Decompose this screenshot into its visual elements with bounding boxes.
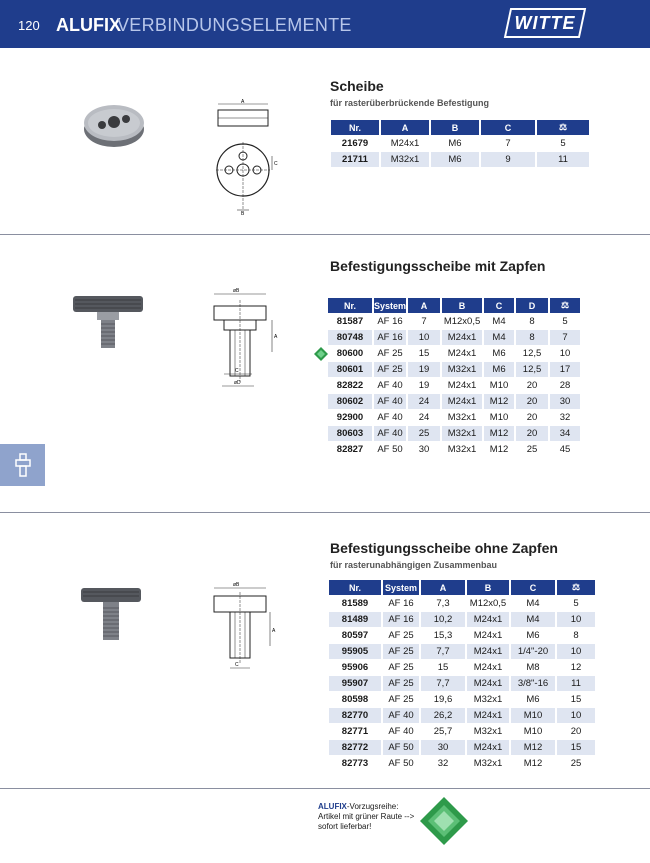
col-nr: Nr. (328, 298, 372, 313)
section-subtitle-scheibe: für rasterüberbrückende Befestigung (330, 98, 490, 108)
table-ohne-zapfen (327, 579, 597, 772)
side-tab (0, 444, 45, 486)
svg-text:C: C (235, 662, 239, 668)
connector-icon (14, 452, 32, 478)
disc-without-pin-photo (78, 584, 144, 644)
table-row: 82770 AF 40 26,2 M24x1 M10 10 (329, 708, 595, 723)
table-row: 95906 AF 25 15 M24x1 M8 12 (341, 662, 582, 673)
col-a: A (381, 120, 429, 135)
svg-text:C: C (235, 368, 239, 374)
table-row: 80597 AF 25 15,3 M24x1 M6 8 (341, 630, 579, 641)
table-row: 95905 AF 25 7,7 M24x1 1/4"-20 10 (329, 644, 595, 659)
catalog-brand: ALUFIX (56, 15, 121, 35)
table-row: 21679 M24x1 M6 7 5 (341, 138, 566, 149)
green-diamond-icon (420, 797, 468, 845)
col-a: A (408, 298, 440, 313)
col-d: D (516, 298, 548, 313)
weight-icon: ⚖ (557, 580, 595, 595)
col-c: C (511, 580, 555, 595)
divider (0, 512, 650, 513)
table-row: 81589 AF 16 7,3 M12x0,5 M4 5 (341, 598, 579, 609)
section-title-mit-zapfen: Befestigungsscheibe mit Zapfen (330, 258, 546, 274)
table-row: 82822 AF 40 19 M24x1 M10 20 28 (336, 380, 571, 391)
table-row: 81587 AF 16 7 M12x0,5 M4 8 5 (336, 316, 568, 327)
table-row: 21711 M32x1 M6 9 11 (331, 152, 589, 167)
divider (0, 788, 650, 789)
table-row: 82773 AF 50 32 M32x1 M12 25 (341, 758, 582, 769)
col-c: C (484, 298, 514, 313)
divider (0, 234, 650, 235)
svg-text:øB: øB (233, 288, 240, 294)
table-row: 80600 AF 25 15 M24x1 M6 12,5 10 (336, 348, 571, 359)
washer-drawing (208, 98, 288, 216)
table-row: 95907 AF 25 7,7 M24x1 3/8"-16 11 (329, 676, 595, 691)
table-row: 80601 AF 25 19 M32x1 M6 12,5 17 (328, 362, 580, 377)
section-title-scheibe: Scheibe (330, 78, 384, 94)
col-b: B (431, 120, 479, 135)
col-system: System (383, 580, 419, 595)
col-a: A (421, 580, 465, 595)
svg-text:øD: øD (234, 380, 241, 386)
col-nr: Nr. (331, 120, 379, 135)
weight-icon: ⚖ (537, 120, 589, 135)
weight-icon: ⚖ (550, 298, 580, 313)
col-c: C (481, 120, 535, 135)
col-b: B (467, 580, 509, 595)
col-system: System (374, 298, 406, 313)
disc-with-pin-drawing (208, 286, 286, 392)
table-row: 82827 AF 50 30 M32x1 M12 25 45 (336, 444, 571, 455)
svg-text:A: A (272, 628, 276, 634)
svg-text:C: C (274, 161, 278, 167)
catalog-section-title: VERBINDUNGSELEMENTE (117, 15, 352, 35)
svg-text:A: A (274, 334, 278, 340)
table-row: 80748 AF 16 10 M24x1 M4 8 7 (328, 330, 580, 345)
disc-with-pin-photo (70, 290, 146, 352)
col-nr: Nr. (329, 580, 381, 595)
disc-without-pin-drawing (208, 580, 286, 672)
table-row: 80603 AF 40 25 M32x1 M12 20 34 (328, 426, 580, 441)
table-row: 80602 AF 40 24 M24x1 M12 20 30 (328, 394, 580, 409)
washer-photo (78, 96, 150, 152)
footer-note: ALUFIX-Vorzugsreihe: Artikel mit grüner Raute --> sofort lieferbar! (318, 802, 415, 831)
table-row: 80598 AF 25 19,6 M32x1 M6 15 (341, 694, 582, 705)
table-row: 92900 AF 40 24 M32x1 M10 20 32 (336, 412, 571, 423)
svg-text:øB: øB (233, 582, 240, 588)
header-bar (0, 0, 650, 48)
section-subtitle-ohne-zapfen: für rasterunabhängigen Zusammenbau (330, 560, 498, 570)
table-row: 81489 AF 16 10,2 M24x1 M4 10 (329, 612, 595, 627)
svg-text:B: B (241, 211, 245, 216)
svg-text:A: A (241, 99, 245, 105)
table-scheibe (329, 119, 591, 168)
table-mit-zapfen (326, 297, 582, 458)
table-row: 82772 AF 50 30 M24x1 M12 15 (329, 740, 595, 755)
section-title-ohne-zapfen: Befestigungsscheibe ohne Zapfen (330, 540, 558, 556)
page-number: 120 (18, 18, 40, 33)
col-b: B (442, 298, 482, 313)
table-row: 82771 AF 40 25,7 M32x1 M10 20 (341, 726, 582, 737)
witte-logo: WITTE (504, 8, 586, 38)
